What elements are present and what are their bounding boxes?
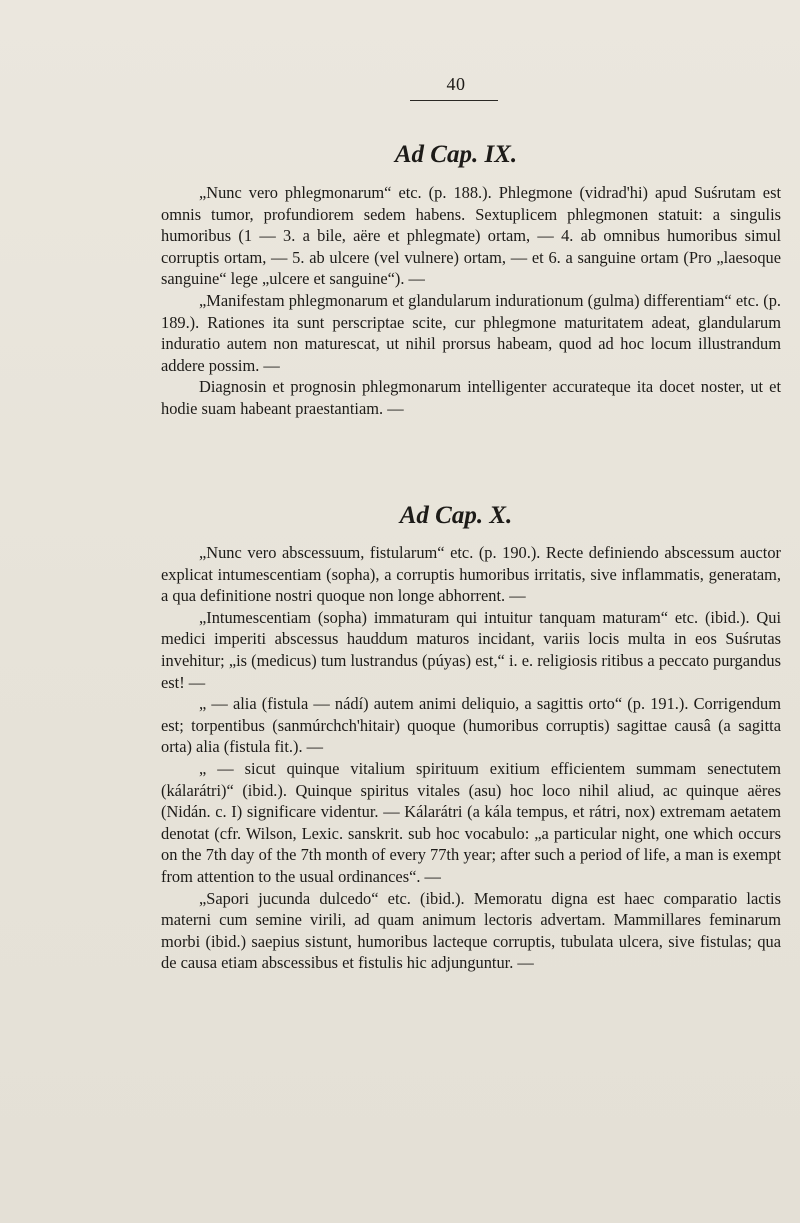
paragraph: Diagnosin et prognosin phlegmonarum intelligenter accurateque ita docet noster, ut et hodie suam habeant praestantiam. — [161, 377, 781, 418]
section-heading-cap-x: Ad Cap. X. [399, 502, 513, 529]
section-body-cap-ix [161, 182, 781, 420]
paragraph: „ — alia (fistula — nádí) autem animi deliquio, a sagittis orto“ (p. 191.). Corrigendum est; torpentibus (sanmúrchch'hitair) quoque (humoribus corruptis) sagittae causâ (a sagitta orta) alia (fistula fit.). — [161, 694, 781, 757]
paragraph: „Manifestam phlegmonarum et glandularum indurationum (gulma) differentiam“ etc. (p. 189.). Rationes ita sunt perscriptae scite, cur phlegmone maturitatem adeat, glandularum induratio autem non maturescat, ut nihil prorsus habeam, quod ad hoc locum illustrandum addere possim. — [161, 290, 781, 375]
paragraph: „Nunc vero phlegmonarum“ etc. (p. 188.). Phlegmone (vidrad'hi) apud Suśrutam est omnis tumor, profundiorem sedem habens. Sextuplicem phlegmonen statuit: a singulis humoribus (1 — 3. a bile, aëre et phlegmate) ortam, — 4. ab omnibus humoribus simul corruptis ortam, — 5. ab ulcere (vel vulnere) ortam, — et 6. a sanguine ortam (Pro „laesoque sanguine“ lege „ulcere et sanguine“). — [161, 183, 781, 289]
paragraph: „ — sicut quinque vitalium spirituum exitium efficientem summam senectutem (kálarátri)“ (ibid.). Quinque spiritus vitales (asu) hoc loco nihil aliud, ac quinque aëres (Nidán. c. I) significare videntur. — Kálarátri (a kála tempus, et rátri, nox) extremam aetatem denotat (cfr. Wilson, Lexic. sanskrit. sub hoc vocabulo: „a particular night, one which occurs on the 7th day of the 7th month of every 77th year; after such a period of life, a man is exempt from attention to the usual ordinances“. — [161, 758, 781, 886]
section-heading-cap-ix: Ad Cap. IX. [394, 141, 518, 168]
header-rule [410, 100, 498, 101]
paragraph: „Intumescentiam (sopha) immaturam qui intuitur tanquam maturam“ etc. (ibid.). Qui medici imperiti abscessus hauddum maturos incidant, variis locis multa in eos Suśrutas invehitur; „is (medicus) tum lustrandus (púyas) est,“ i. e. religiosis ritibus a peccato purgandus est! — [161, 607, 781, 692]
paragraph: „Nunc vero abscessuum, fistularum“ etc. (p. 190.). Recte definiendo abscessum auctor explicat intumescentiam (sopha), a corruptis humoribus irritatis, sive inflammatis, generatam, a qua definitione nostri quoque non longe abhorrent. — [161, 543, 781, 606]
paragraph: „Sapori jucunda dulcedo“ etc. (ibid.). Memoratu digna est haec comparatio lactis materni cum semine virili, ad quam animum lectoris advertam. Mammillares feminarum morbi (ibid.) saepius sistunt, humoribus lacteque corruptis, tubulata ulcera, sive fistulas; qua de causa etiam abscessibus et fistulis hic adjunguntur. — [161, 888, 781, 973]
page-number: 40 [446, 74, 466, 94]
section-body-cap-x [161, 542, 781, 974]
